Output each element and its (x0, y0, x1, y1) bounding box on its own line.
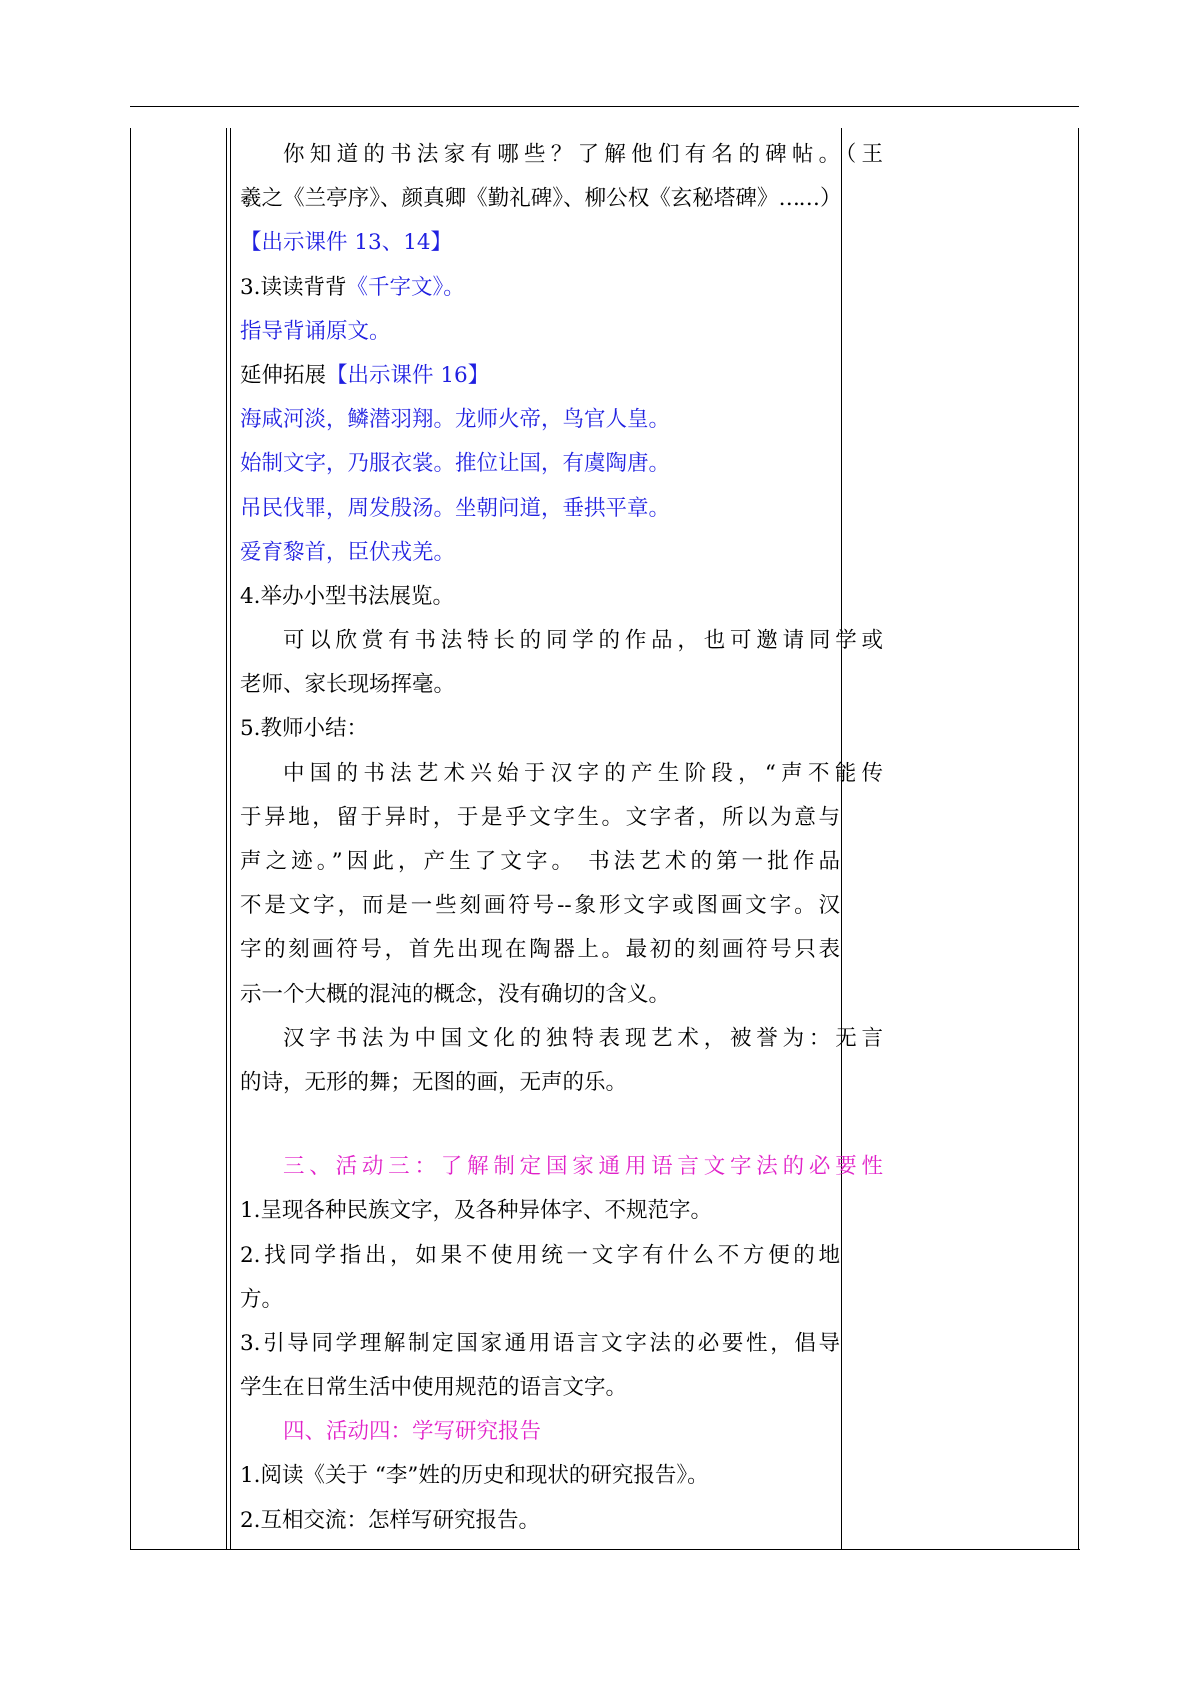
text-line: 方。 (240, 1286, 284, 1312)
text-line: 可以欣赏有书法特长的同学的作品，也可邀请同学或 (283, 628, 883, 654)
text-line: 不是文字，而是一些刻画符号--象形文字或图画文字。汉 (240, 893, 840, 919)
activity-heading: 三、活动三：了解制定国家通用语言文字法的必要性 (283, 1154, 883, 1180)
text-line: 示一个大概的混沌的概念，没有确切的含义。 (240, 981, 671, 1007)
text-line: 学生在日常生活中使用规范的语言文字。 (240, 1375, 628, 1401)
poem-line: 吊民伐罪，周发殷汤。坐朝问道，垂拱平章。 (240, 495, 671, 521)
text-line: 1.阅读《关于 “李”姓的历史和现状的研究报告》。 (240, 1463, 709, 1489)
guidance-note: 指导背诵原文。 (240, 318, 391, 344)
lesson-content-cell (240, 133, 883, 1543)
text-line: 字的刻画符号，首先出现在陶器上。最初的刻画符号只表 (240, 937, 840, 963)
step-title: 3.读读背背 (240, 274, 347, 300)
header-rule (130, 106, 1079, 107)
poem-line: 海咸河淡，鳞潜羽翔。龙师火帝，鸟官人皇。 (240, 407, 671, 433)
table-right-border (1078, 128, 1079, 1550)
text-line: 老师、家长现场挥毫。 (240, 672, 456, 698)
extension-label: 延伸拓展 (240, 362, 327, 388)
text-line: 2.互相交流：怎样写研究报告。 (240, 1507, 541, 1533)
table-column-divider-1 (226, 128, 231, 1550)
text-line: 中国的书法艺术兴始于汉字的产生阶段，“声不能传 (283, 760, 883, 786)
text-line: 的诗，无形的舞；无图的画，无声的乐。 (240, 1069, 628, 1095)
table-bottom-border (130, 1549, 1080, 1550)
text-line: 羲之《兰亭序》、颜真卿《勤礼碑》、柳公权《玄秘塔碑》……） (240, 186, 840, 212)
step-title-highlight: 《千字文》。 (346, 274, 465, 300)
text-line: 你知道的书法家有哪些？了解他们有名的碑帖。（王 (283, 142, 883, 167)
table-left-border (130, 128, 131, 1550)
text-line (240, 266, 840, 310)
step-title: 5.教师小结： (240, 716, 369, 742)
text-line: 3.引导同学理解制定国家通用语言文字法的必要性，倡导 (240, 1330, 840, 1356)
text-line: 声之迹。”因此，产生了文字。 书法艺术的第一批作品 (240, 849, 840, 874)
text-line: 汉字书法为中国文化的独特表现艺术，被誉为：无言 (283, 1025, 883, 1051)
table-column-divider-2 (841, 128, 842, 1550)
activity-heading: 四、活动四：学写研究报告 (283, 1419, 542, 1445)
text-line: 于异地，留于异时，于是乎文字生。文字者，所以为意与 (240, 804, 840, 830)
courseware-note: 【出示课件 13、14】 (240, 230, 453, 256)
text-line: 2.找同学指出，如果不使用统一文字有什么不方便的地 (240, 1242, 840, 1268)
text-line: 1.呈现各种民族文字，及各种异体字、不规范字。 (240, 1198, 713, 1224)
step-title: 4.举办小型书法展览。 (240, 583, 455, 609)
spacer (240, 1105, 840, 1145)
poem-line: 始制文字，乃服衣裳。推位让国，有虞陶唐。 (240, 451, 671, 477)
text-line (240, 354, 840, 398)
courseware-note: 【出示课件 16】 (326, 362, 490, 388)
poem-line: 爱育黎首，臣伏戎羌。 (240, 539, 456, 565)
